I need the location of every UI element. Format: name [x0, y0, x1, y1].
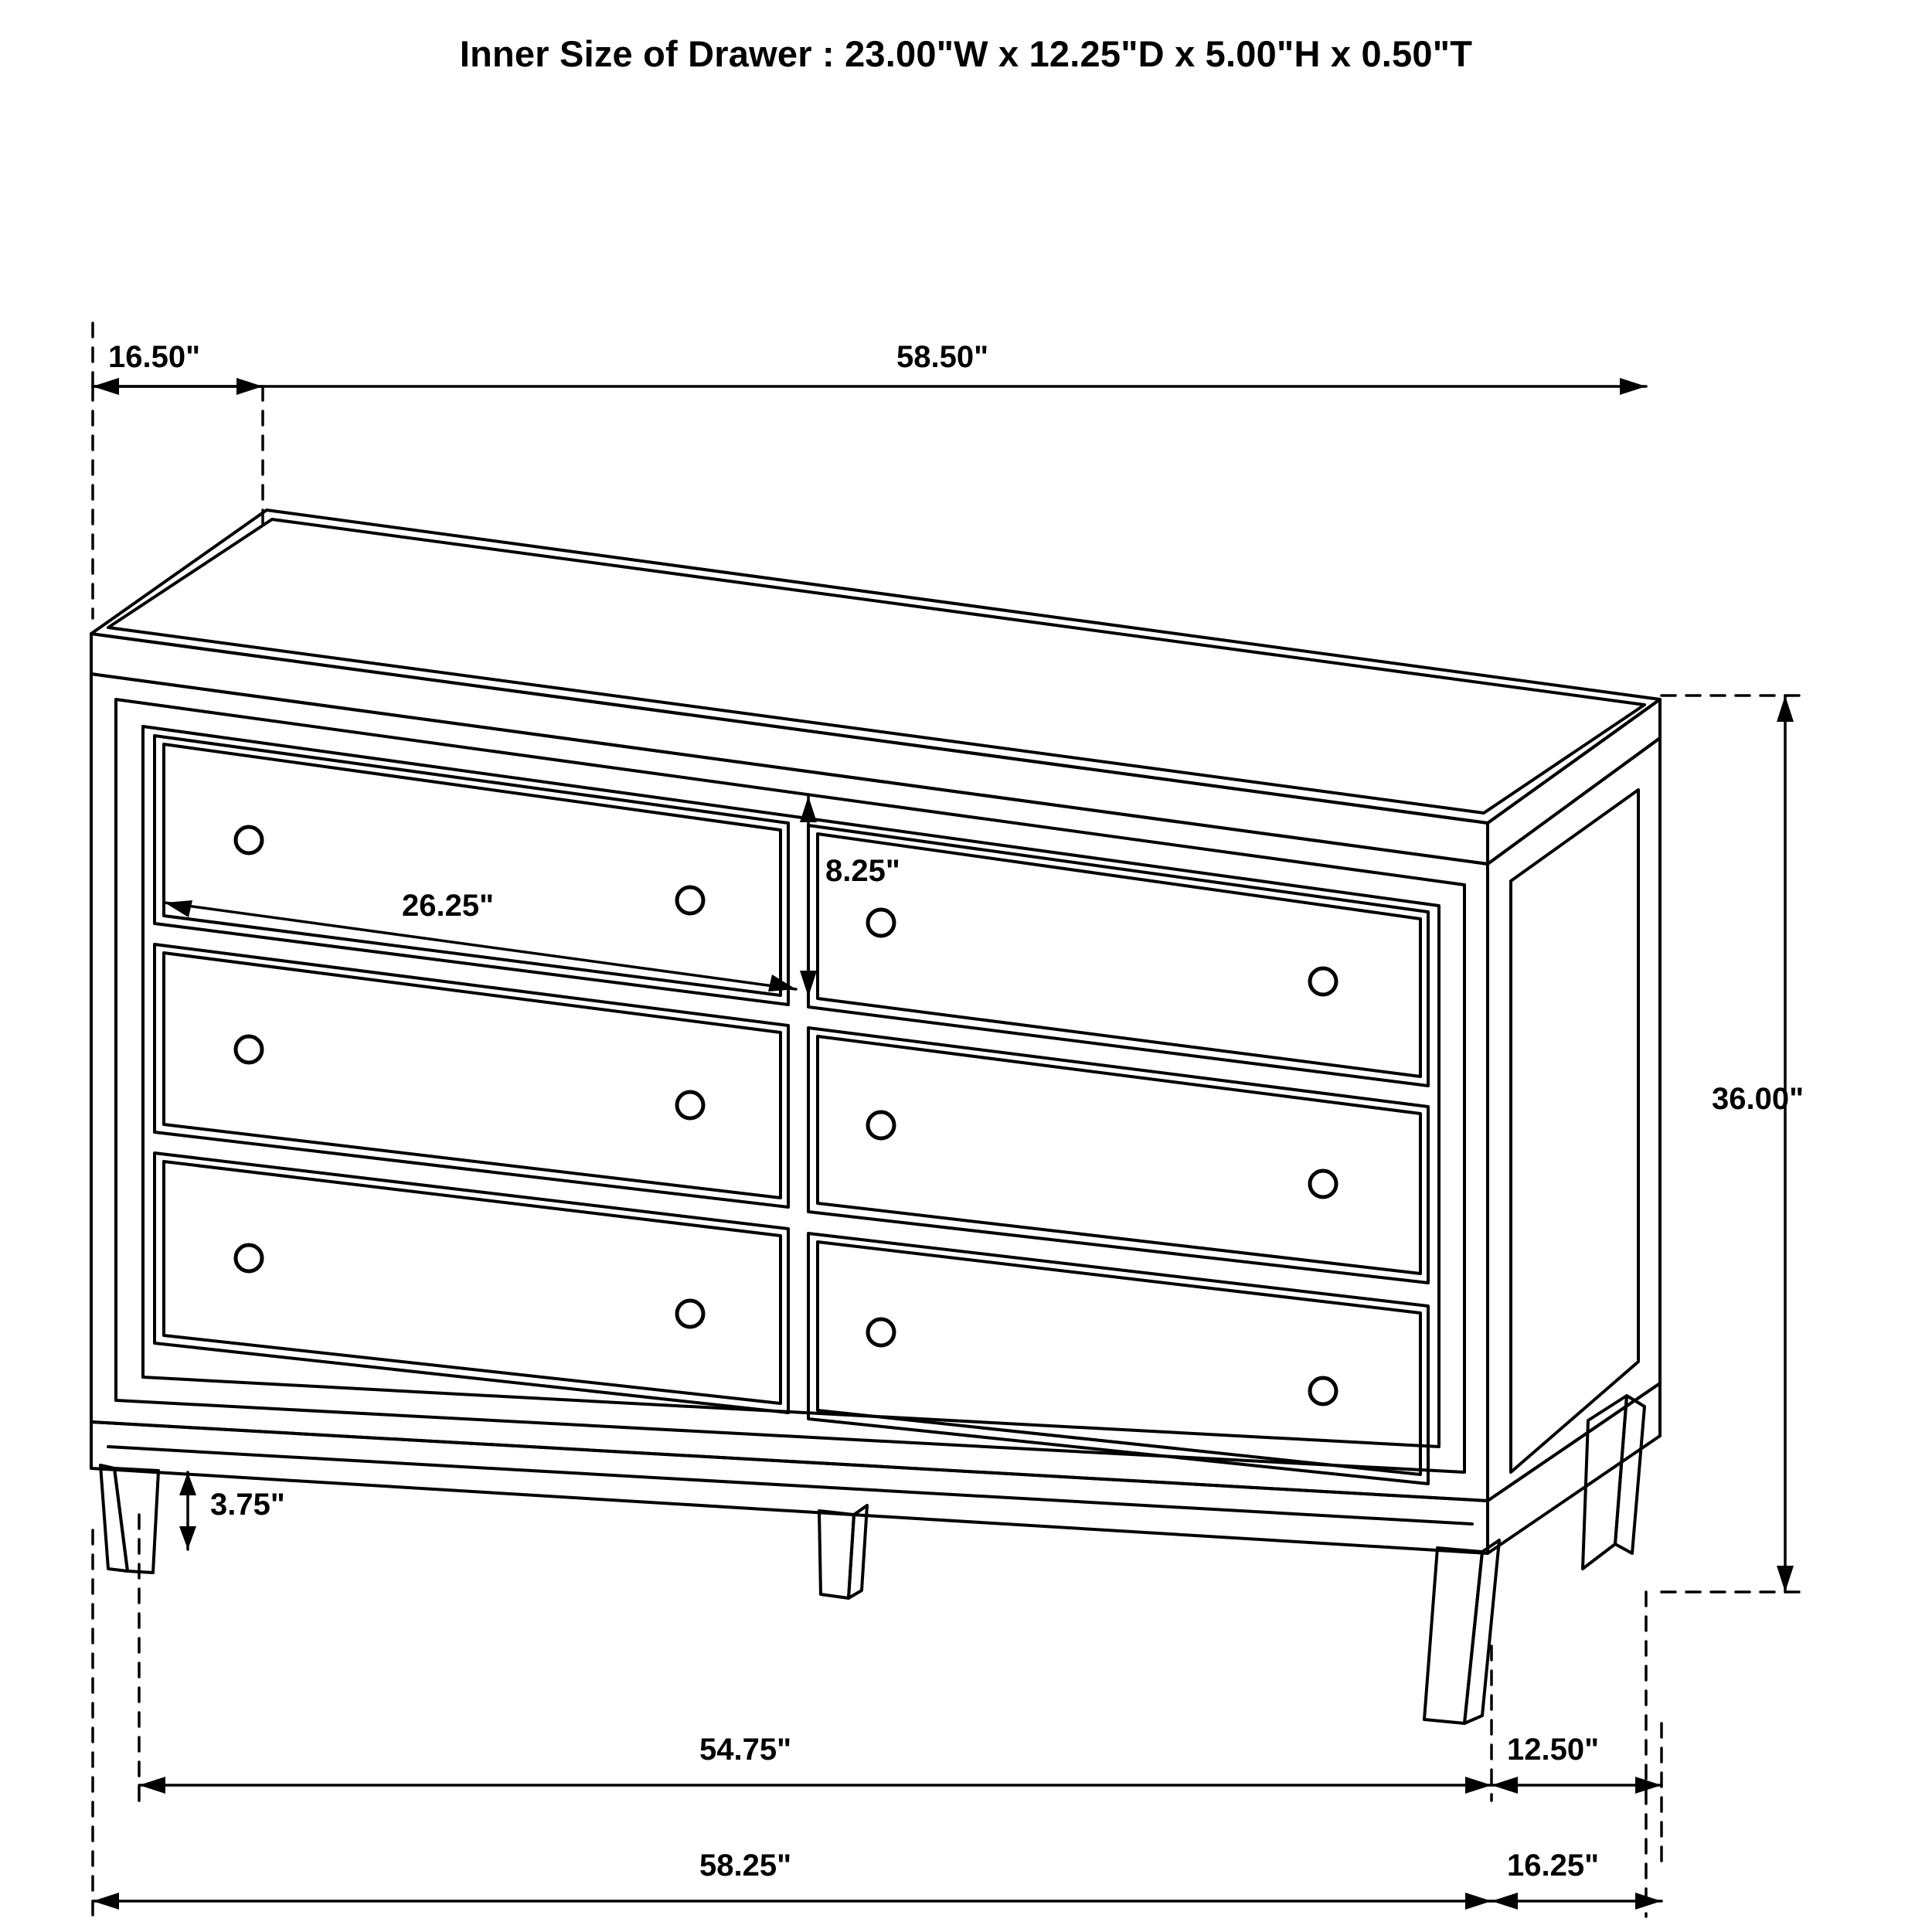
dimension-base-outer-depth	[1492, 1893, 1662, 1910]
dimension-depth-top	[93, 378, 263, 395]
dimension-base-outer-width	[93, 1893, 1492, 1910]
label-depth-top: 16.50"	[108, 340, 201, 374]
label-base-inner-width: 54.75"	[699, 1733, 792, 1767]
dimension-base-inner-width	[139, 1777, 1492, 1794]
drawer-knobs	[236, 827, 1336, 1404]
label-leg-height: 3.75"	[210, 1488, 285, 1522]
extension-lines	[93, 317, 1801, 1917]
dimension-width-top	[93, 378, 1646, 395]
dresser-base-rail	[91, 1383, 1660, 1553]
label-drawer-height: 8.25"	[825, 854, 900, 888]
leg-back-center	[819, 1505, 867, 1598]
label-base-outer-depth: 16.25"	[1507, 1849, 1600, 1883]
dimension-leg-height	[179, 1472, 196, 1549]
label-height-right: 36.00"	[1712, 1082, 1804, 1116]
leg-front-left	[100, 1465, 158, 1573]
drawer-row3-left	[155, 1153, 788, 1413]
dimension-base-inner-depth	[1492, 1777, 1662, 1794]
dimension-height-right	[1777, 696, 1794, 1592]
label-width-top: 58.50"	[896, 340, 989, 374]
label-base-inner-depth: 12.50"	[1507, 1733, 1600, 1767]
label-base-outer-width: 58.25"	[699, 1849, 792, 1883]
leg-front-right	[1424, 1540, 1499, 1723]
dresser-right-side	[1488, 738, 1660, 1501]
page-title: Inner Size of Drawer : 23.00"W x 12.25"D x 5.00"H x 0.50"T	[459, 33, 1473, 74]
label-drawer-width: 26.25"	[402, 889, 495, 923]
